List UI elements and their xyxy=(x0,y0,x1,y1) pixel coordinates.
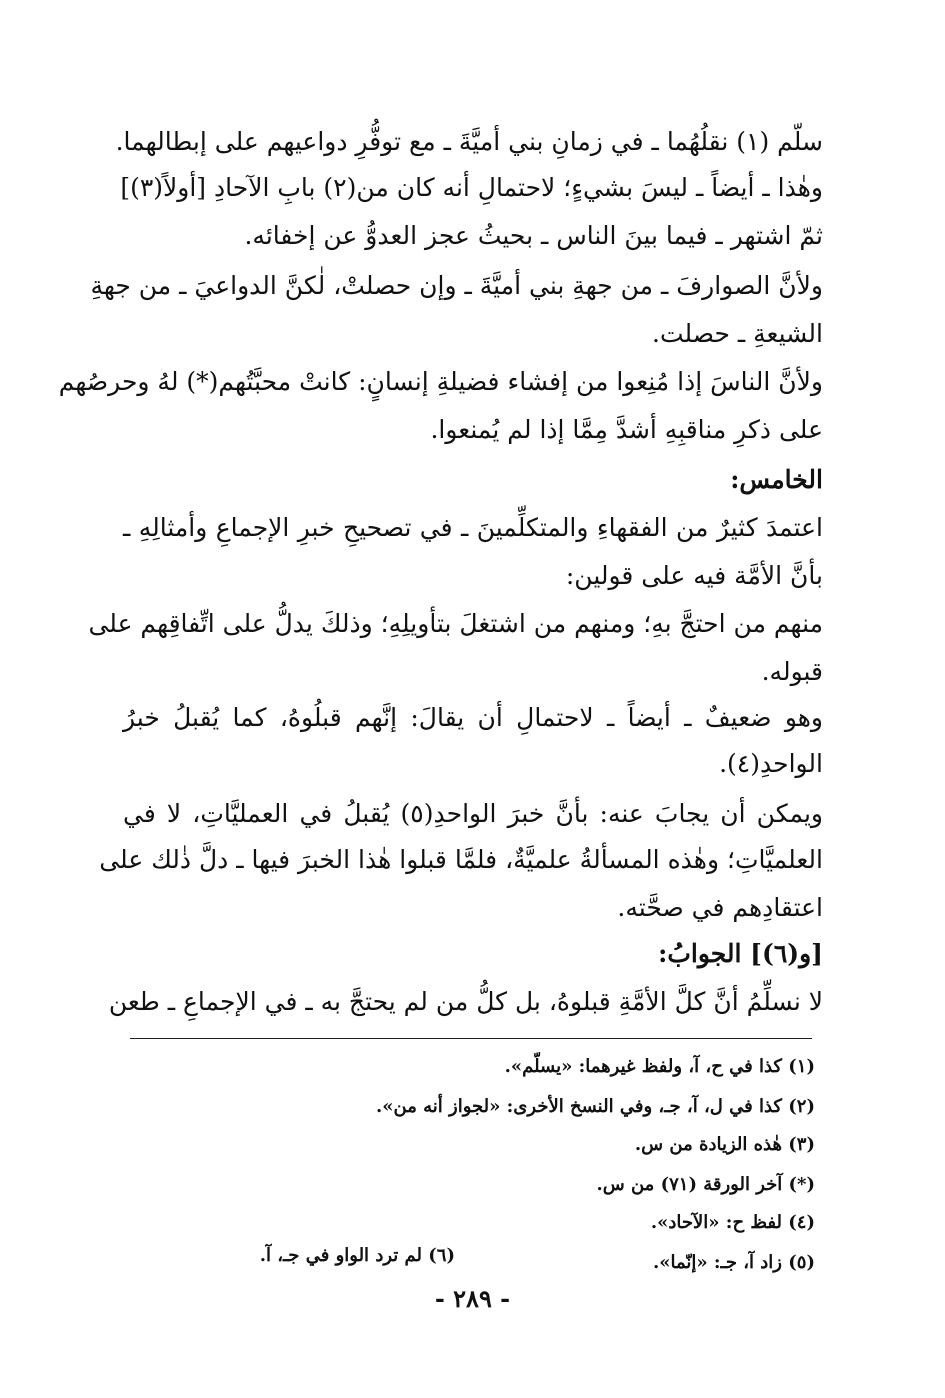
footnote-4: (٤) لفظ ح: «الآحاد». xyxy=(650,1212,815,1233)
page-number: - ٢٨٩ - xyxy=(434,1284,511,1313)
body-line-11: منهم من احتجَّ بهِ؛ ومنهم من اشتغلَ بتأويلِهِ؛ وذلكَ يدلُّ على اتِّفاقِهم على xyxy=(88,609,823,638)
footnote-2: (٢) كذا في ل، آ، جـ، وفي النسخ الأخرى: «لجواز أنه من». xyxy=(375,1096,815,1117)
body-line-19: لا نسلِّمُ أنَّ كلَّ الأمَّةِ قبلوهُ، بل كلُّ من لم يحتجَّ به ـ في الإجماعِ ـ طعن xyxy=(108,987,823,1016)
body-line-3: ثمّ اشتهر ـ فيما بينَ الناس ـ بحيثُ عجز العدوُّ عن إخفائه. xyxy=(244,221,823,250)
body-line-10: بأنَّ الأمَّة فيه على قولين: xyxy=(565,561,823,590)
body-line-7: على ذكرِ مناقبِهِ أشدَّ مِمَّا إذا لم يُمنعوا. xyxy=(430,415,823,444)
footnote-separator xyxy=(130,1038,812,1039)
body-line-6: ولأنَّ الناسَ إذا مُنِعوا من إفشاء فضيلةِ إنسانٍ: كانتْ محبَّتُهم(*) لهُ وحرصُهم xyxy=(58,367,823,396)
footnote-5: (٥) زاد آ، جـ: «إنّما». xyxy=(652,1252,815,1273)
body-line-15: ويمكن أن يجابَ عنه: بأنَّ خبرَ الواحدِ(٥) يُقبلُ في العمليَّاتِ، لا في xyxy=(123,799,823,828)
body-line-5: الشيعةِ ـ حصلت. xyxy=(652,319,823,348)
footnote-6: (٦) لم ترد الواو في جـ، آ. xyxy=(259,1245,455,1266)
footnote-star: (*) آخر الورقة (٧١) من س. xyxy=(596,1174,815,1195)
body-line-12: قبوله. xyxy=(761,657,823,686)
section-heading-fifth: الخامس: xyxy=(730,465,823,494)
footnote-1: (١) كذا في ح، آ، ولفظ غيرهما: «يسلّم». xyxy=(504,1056,815,1077)
body-line-17: اعتقادِهم في صحَّته. xyxy=(617,893,823,922)
body-line-2: وهٰذا ـ أيضاً ـ ليسَ بشيءٍ؛ لاحتمالِ أنه كان من(٢) بابِ الآحادِ [أولاً(٣)] xyxy=(120,173,823,202)
section-heading-answer: [و(٦)] الجوابُ: xyxy=(658,939,823,968)
body-line-14: الواحدِ(٤). xyxy=(719,749,823,778)
body-line-16: العلميَّاتِ؛ وهٰذه المسألةُ علميَّةٌ، فلمَّا قبلوا هٰذا الخبرَ فيها ـ دلَّ ذٰلك على xyxy=(99,845,823,874)
body-line-1: سلّم (١) نقلُهُما ـ في زمانِ بني أميَّةَ ـ مع توفُّرِ دواعيهم على إبطالهما. xyxy=(115,127,823,156)
body-line-4: ولأنَّ الصوارفَ ـ من جهةِ بني أميَّةَ ـ وإن حصلتْ، لٰكنَّ الدواعيَ ـ من جهةِ xyxy=(90,271,823,300)
body-line-9: اعتمدَ كثيرٌ من الفقهاءِ والمتكلِّمينَ ـ في تصحيحِ خبرِ الإجماعِ وأمثالِهِ ـ xyxy=(123,513,823,542)
footnote-3: (٣) هٰذه الزيادة من س. xyxy=(634,1134,815,1155)
body-line-13: وهو ضعيفٌ ـ أيضاً ـ لاحتمالِ أن يقالَ: إنَّهم قبلُوهُ، كما يُقبلُ خبرُ xyxy=(123,703,823,732)
